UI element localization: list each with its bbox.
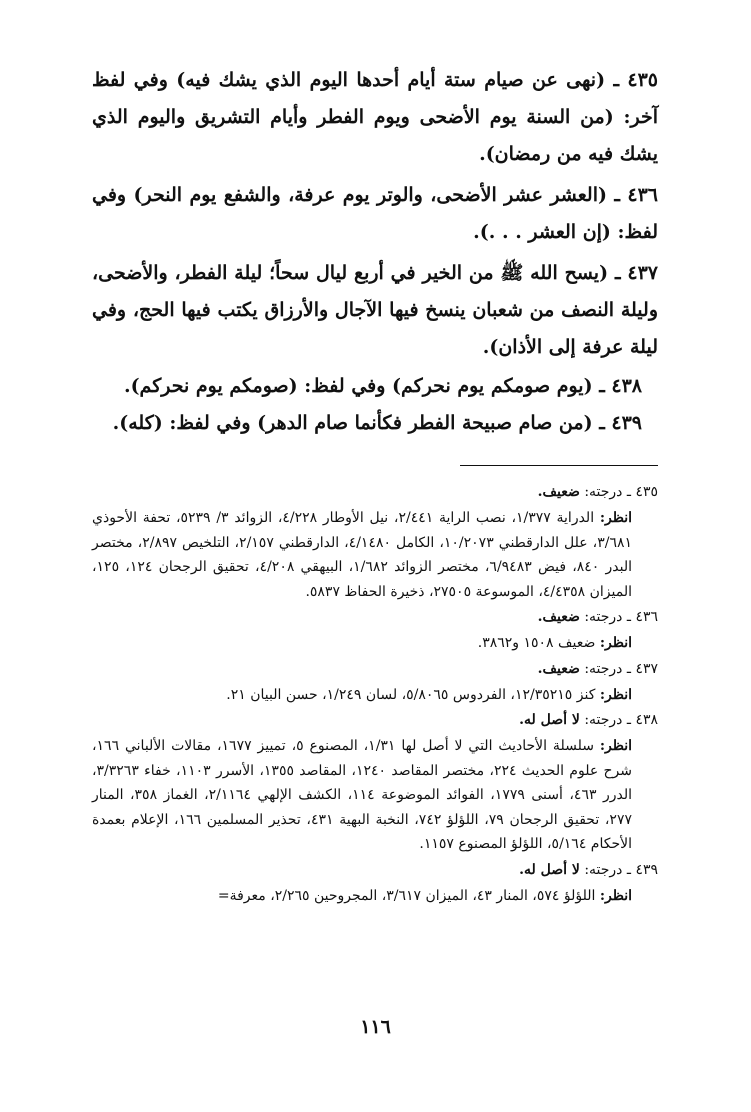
main-text [92, 62, 658, 442]
hadith-439: ٤٣٩ ـ (من صام صبيحة الفطر فكأنما صام الدهر) وفي لفظ: (كله). [112, 412, 642, 434]
hadith-436: ٤٣٦ ـ (العشر عشر الأضحى، والوتر يوم عرفة، والشفع يوم النحر) وفي لفظ: (إن العشر . . .). [92, 184, 659, 243]
hadith-437: ٤٣٧ ـ (يسح الله ﷺ من الخير في أربع ليال سحاً؛ ليلة الفطر، والأضحى، وليلة النصف من شعبان ينسخ فيها الآجال والأرزاق يكتب فيها الحج، وفي ليلة عرفة إلى الأذان). [92, 262, 658, 358]
footnotes [92, 479, 658, 908]
footnote-438: ٤٣٨ ـ درجته: لا أصل له. انظر: سلسلة الأحاديث التي لا أصل لها ١/٣١، المصنوع ٥، تمييز ١٦٧٧، مقالات الألباني ١٦٦، شرح علوم الحديث ٢٢٤، مختصر المقاصد ١٢٤٠، المقاصد ١٣٥٥، الأسرر ١١٠٣، خفاء ٣/٣٢٦٣، الدرر ٤٦٣، أسنى ١٧٧٩، الفوائد الموضوعة ١١٤، الكشف الإلهي ٢/١١٦٤، الغماز ٣٥٨، المنار ٢٧٧، تحقيق الرجحان ٧٩، اللؤلؤ ٧٤٢، النخبة البهية ٤٣١، تحذير المسلمين ١٦٦، الإعلام بعمدة الأحكام ٥/١٦٤، اللؤلؤ المصنوع ١١٥٧. [92, 712, 658, 852]
page-number: ١١٦ [360, 1016, 391, 1038]
hadith-435: ٤٣٥ ـ (نهى عن صيام ستة أيام أحدها اليوم الذي يشك فيه) وفي لفظ آخر: (من السنة يوم الأضحى ويوم الفطر وأيام التشريق واليوم الذي يشك فيه من رمضان). [92, 69, 659, 165]
footnote-436: ٤٣٦ ـ درجته: ضعيف. انظر: ضعيف ١٥٠٨ و٣٨٦٢. [477, 609, 658, 651]
footnote-separator [460, 465, 658, 466]
footnote-437: ٤٣٧ ـ درجته: ضعيف. انظر: كنز ١٢/٣٥٢١٥، الفردوس ٥/٨٠٦٥، لسان ١/٢٤٩، حسن البيان ٢١. [226, 660, 658, 703]
footnote-439: ٤٣٩ ـ درجته: لا أصل له. انظر: اللؤلؤ ٥٧٤، المنار ٤٣، الميزان ٣/٦١٧، المجروحين ٢/٢٦٥، معرفة= [217, 861, 658, 904]
hadith-438: ٤٣٨ ـ (يوم صومكم يوم نحركم) وفي لفظ: (صومكم يوم نحركم). [123, 375, 642, 397]
footnote-435: ٤٣٥ ـ درجته: ضعيف. انظر: الدراية ١/٣٧٧، نصب الراية ٢/٤٤١، نيل الأوطار ٤/٢٢٨، الزوائد ٣/ ٥٢٣٩، تحفة الأحوذي ٣/٦٨١، علل الدارقطني ١٠/٢٠٧٣، الكامل ٤/١٤٨٠، الدارقطني ٢/١٥٧، التلخيص ٢/٨٩٧، مختصر البدر ٨٤٠، فيض ٦/٩٤٨٣، مختصر الزوائد ١/٦٨٢، البيهقي ٤/٢٠٨، تحقيق الرجحان ١٢٤، ١٢٥، الميزان ٤/٤٣٥٨، الموسوعة ٢٧٥٠٥، ذخيرة الحفاظ ٥٨٣٧. [92, 484, 658, 600]
